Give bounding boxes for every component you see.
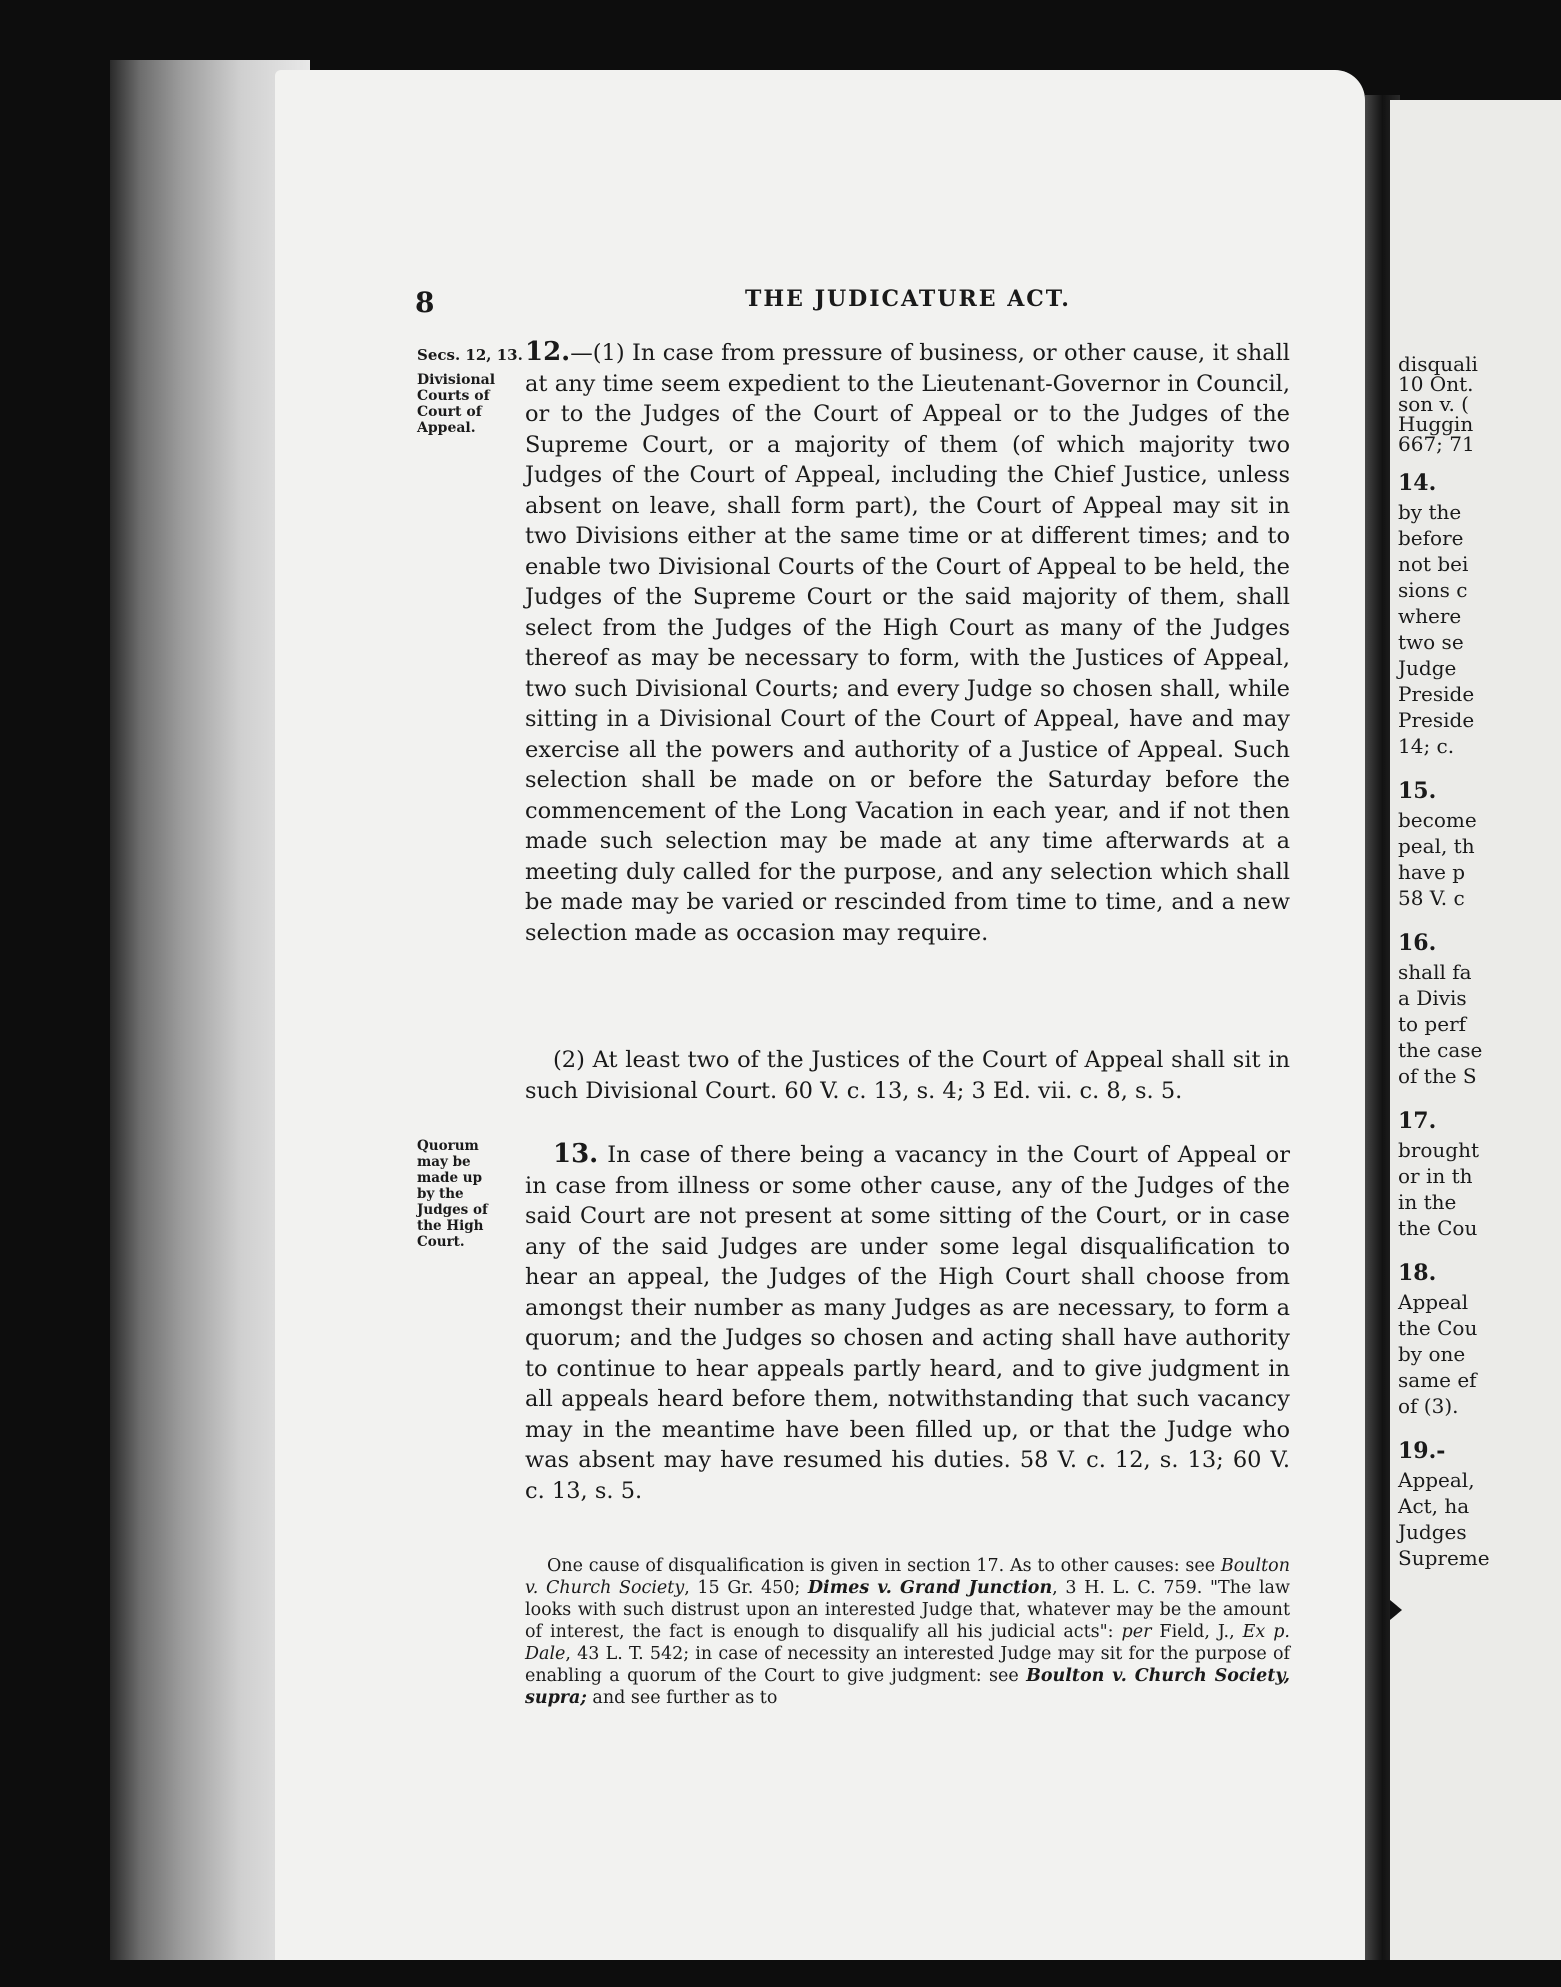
section-12-paragraph-1: [525, 337, 1290, 948]
right-page-line: shall fa: [1398, 960, 1472, 984]
right-page-line: or in th: [1398, 1164, 1473, 1188]
right-page-line: Appeal,: [1398, 1468, 1475, 1492]
right-page-line: become: [1398, 808, 1477, 832]
right-page-line: brought: [1398, 1138, 1480, 1162]
right-page-line: Judges: [1398, 1520, 1467, 1544]
margin-note-section-13: Quorum may be made up by the Judges of the High Court.: [417, 1138, 488, 1250]
right-page-line: 19.-: [1398, 1438, 1446, 1464]
page-number: 8: [415, 286, 435, 319]
page-arrow-icon: [1390, 1600, 1402, 1620]
right-page-line: the case: [1398, 1038, 1483, 1062]
right-page-line: by the: [1398, 500, 1462, 524]
section-13-paragraph: [525, 1139, 1290, 1506]
right-page-line: not bei: [1398, 552, 1469, 576]
right-page-line: the Cou: [1398, 1216, 1478, 1240]
section-13-text: In case of there being a vacancy in the Court of Appeal or in case from illness or some other cause, any of the Judges of the said Court are not present at some sitting of the Court, or in case any of the said Judges are under some legal disqualification to hear an appeal, the Judges of the High Court shall choose from amongst their number as many Judges as are necessary, to form a quorum; and the Judges so chosen and acting shall have authority to continue to hear appeals partly heard, and to give judgment in all appeals heard before them, notwithstanding that such vacancy may in the meantime have been filled up, or that the Judge who was absent may have resumed his duties. 58 V. c. 12, s. 13; 60 V. c. 13, s. 5.: [525, 1142, 1290, 1504]
right-page-line: Judge: [1398, 656, 1457, 680]
right-page-line: 10 Ont.: [1398, 372, 1474, 396]
right-page-line: Supreme: [1398, 1546, 1490, 1570]
right-page-line: Huggin: [1398, 412, 1474, 436]
right-page-line: 58 V. c: [1398, 886, 1465, 910]
right-page-line: son v. (: [1398, 392, 1469, 416]
right-page-line: Preside: [1398, 708, 1475, 732]
section-13-number: 13.: [553, 1139, 599, 1169]
right-page-line: Preside: [1398, 682, 1475, 706]
right-page-line: Appeal: [1398, 1290, 1469, 1314]
right-page-line: 16.: [1398, 930, 1437, 956]
running-head: THE JUDICATURE ACT.: [745, 286, 1071, 312]
right-page-line: 18.: [1398, 1260, 1437, 1286]
margin-note-section-12: Divisional Courts of Court of Appeal.: [417, 372, 496, 436]
right-page-line: in the: [1398, 1190, 1457, 1214]
right-page-line: 14; c.: [1398, 734, 1455, 758]
right-page-line: before: [1398, 526, 1464, 550]
section-reference: Secs. 12, 13.: [417, 346, 523, 364]
section-12-paragraph-2: (2) At least two of the Justices of the Court of Appeal shall sit in such Divisional Court. 60 V. c. 13, s. 4; 3 Ed. vii. c. 8, s. 5.: [525, 1047, 1290, 1104]
right-page-line: 15.: [1398, 778, 1437, 804]
right-page-line: 14.: [1398, 470, 1437, 496]
right-page-line: by one: [1398, 1342, 1466, 1366]
annotation-note: One cause of disqualification is given in section 17. As to other causes: see Boulton v. Church Society, 15 Gr. 450; Dimes v. Grand Junction, 3 H. L. C. 759. "The law looks with such distrust upon an interested Judge that, whatever may be the amount of interest, the fact is enough to disqualify all his judicial acts": per Field, J., Ex p. Dale, 43 L. T. 542; in case of necessity an interested Judge may sit for the purpose of enabling a quorum of the Court to give judgment: see Boulton v. Church Society, supra; and see further as to: [525, 1556, 1290, 1708]
right-page-line: two se: [1398, 630, 1464, 654]
right-page-line: have p: [1398, 860, 1466, 884]
right-page-line: to perf: [1398, 1012, 1467, 1036]
right-page-line: of (3).: [1398, 1394, 1459, 1418]
right-page-line: of the S: [1398, 1064, 1477, 1088]
right-page-line: a Divis: [1398, 986, 1467, 1010]
right-page-line: where: [1398, 604, 1462, 628]
section-12-number: 12.: [525, 337, 571, 367]
right-page-line: disquali: [1398, 352, 1478, 376]
right-page-line: same ef: [1398, 1368, 1477, 1392]
right-page-line: Act, ha: [1398, 1494, 1470, 1518]
right-page-line: peal, th: [1398, 834, 1475, 858]
right-page-line: 17.: [1398, 1108, 1437, 1134]
section-12-text: —(1) In case from pressure of business, or other cause, it shall at any time seem expedient to the Lieutenant-Governor in Council, or to the Judges of the Court of Appeal or to the Judges of the Supreme Court, or a majority of them (of which majority two Judges of the Court of Appeal, including the Chief Justice, unless absent on leave, shall form part), the Court of Appeal may sit in two Divisions either at the same time or at different times; and to enable two Divisional Courts of the Court of Appeal to be held, the Judges of the Supreme Court or the said majority of them, shall select from the Judges of the High Court as many of the Judges thereof as may be necessary to form, with the Justices of Appeal, two such Divisional Courts; and every Judge so chosen shall, while sitting in a Divisional Court of the Court of Appeal, have and may exercise all the powers and authority of a Justice of Appeal. Such selection shall be made on or before the Saturday before the commencement of the Long Vacation in each year, and if not then made such selection may be made at any time afterwards at a meeting duly called for the purpose, and any selection which shall be made may be varied or rescinded from time to time, and a new selection made as occasion may require.: [525, 340, 1290, 946]
right-page-line: the Cou: [1398, 1316, 1478, 1340]
right-page-line: 667; 71: [1398, 432, 1475, 456]
right-page-line: sions c: [1398, 578, 1468, 602]
